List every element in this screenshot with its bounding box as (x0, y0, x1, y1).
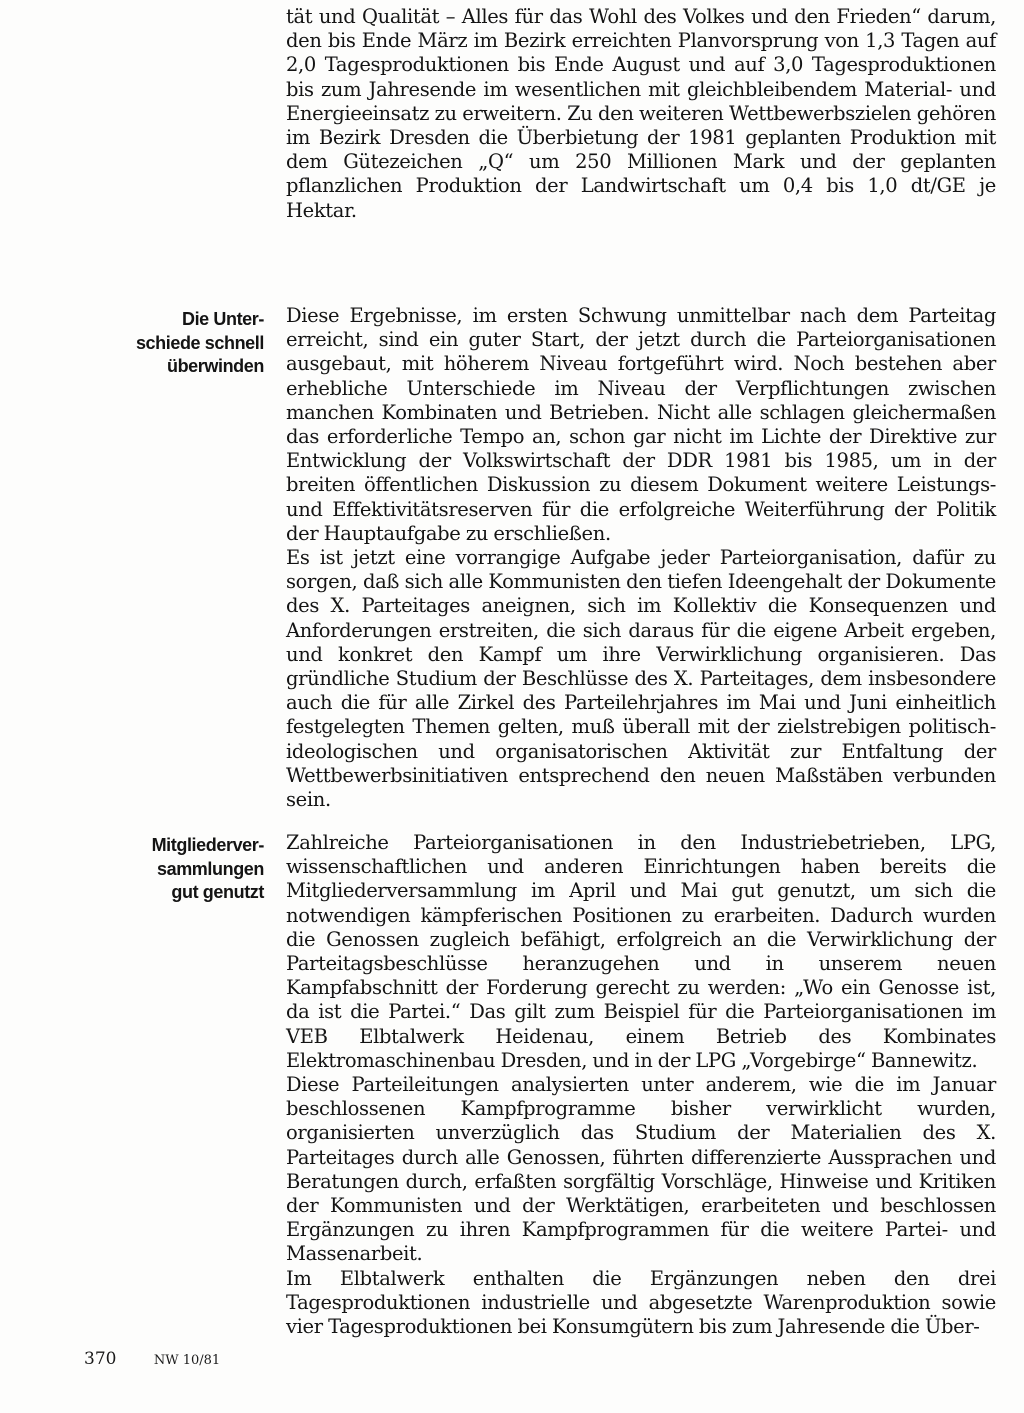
marginal-heading-line: Mitgliederver- (151, 835, 264, 855)
marginal-heading-line: sammlungen (156, 858, 264, 879)
page-footer (84, 1349, 220, 1369)
marginal-heading-line: gut genutzt (171, 882, 264, 903)
section-continuation (286, 5, 996, 223)
paragraph: Zahlreiche Parteiorganisationen in den Industriebetrieben, LPG, wissenschaftlichen und anderen Einrichtungen haben bereits die Mitgliederversammlung im April und Mai gut genutzt, um sich die notwendigen kämpferischen Positionen zu erarbeiten. Dadurch wurden die Genossen zugleich befähigt, erfolgreich an die Verwirklichung der Parteitagsbeschlüsse heranzugehen und in unserem neuen Kampfabschnitt der Forderung gerecht zu werden: „Wo ein Genosse ist, da ist die Partei.“ Das gilt zum Beispiel für die Parteiorganisationen im VEB Elbtalwerk Heidenau, einem Betrieb des Kombinates Elektromaschinenbau Dresden, und in der LPG „Vorgebirge“ Bannewitz. (286, 831, 996, 1072)
paragraph: tät und Qualität – Alles für das Wohl des Volkes und den Frieden“ darum, den bis Ende März im Bezirk erreichten Planvorsprung von 1,3 Tagen auf 2,0 Tagesproduktionen bis Ende August und auf 3,0 Tagesproduktionen bis zum Jahresende im wesentlichen mit gleichbleibendem Material- und Energieeinsatz zu erweitern. Zu den weiteren Wettbewerbszielen gehören im Bezirk Dresden die Überbietung der 1981 geplanten Produktion mit dem Gütezeichen „Q“ um 250 Millionen Mark und der geplanten pflanzlichen Produktion der Landwirtschaft um 0,4 bis 1,0 dt/GE je Hektar. (286, 5, 996, 222)
paragraph: Diese Ergebnisse, im ersten Schwung unmittelbar nach dem Parteitag erreicht, sind ein guter Start, der jetzt durch die Parteiorganisationen ausgebaut, mit höherem Niveau fortgeführt wird. Noch bestehen aber erhebliche Unterschiede im Niveau der Verpflichtungen zwischen manchen Kombinaten und Betrieben. Nicht alle schlagen gleichermaßen das erforderliche Tempo an, schon gar nicht im Lichte der Direktive zur Entwicklung der Volkswirtschaft der DDR 1981 bis 1985, um in der breiten öffentlichen Diskussion zu diesem Dokument weitere Leistungs- und Effektivitätsreserven für die erfolgreiche Weiterführung der Politik der Hauptaufgabe zu erschließen. (286, 304, 996, 545)
section-unterschiede (286, 304, 996, 812)
marginal-heading-mitgliederversammlungen (104, 834, 264, 905)
marginal-heading-unterschiede (104, 308, 264, 379)
issue-label: NW 10/81 (153, 1353, 221, 1368)
marginal-heading-line: überwinden (166, 356, 264, 377)
page-number: 370 (84, 1349, 117, 1369)
paragraph: Es ist jetzt eine vorrangige Aufgabe jeder Parteiorganisation, dafür zu sorgen, daß sich alle Kommunisten den tiefen Ideengehalt der Dokumente des X. Parteitages aneignen, sich im Kollektiv die Konsequenzen und Anforderungen erstreiten, die sich daraus für die eigene Arbeit ergeben, und konkret den Kampf um ihre Verwirklichung organisieren. Das gründliche Studium der Beschlüsse des X. Parteitages, dem insbesondere auch die für alle Zirkel des Parteilehrjahres im Mai und Juni einheitlich festgelegten Themen gelten, muß überall mit der zielstrebigen politisch-ideologischen und organisatorischen Aktivität zur Entfaltung der Wettbewerbsinitiativen entsprechend den neuen Maßstäben verbunden sein. (286, 546, 996, 812)
paragraph: Im Elbtalwerk enthalten die Ergänzungen neben den drei Tagesproduktionen industrielle und abgesetzte Warenproduktion sowie vier Tagesproduktionen bei Konsumgütern bis zum Jahresende die Über- (286, 1266, 996, 1339)
marginal-heading-line: Die Unter- (181, 309, 264, 329)
marginal-heading-line: schiede schnell (135, 332, 264, 353)
section-mitgliederversammlungen (286, 831, 996, 1339)
paragraph: Diese Parteileitungen analysierten unter anderem, wie die im Januar beschlossenen Kampfprogramme bisher verwirklicht wurden, organisierten unverzüglich das Studium der Materialien des X. Parteitages durch alle Genossen, führten differenzierte Aussprachen und Beratungen durch, erfaßten sorgfältig Vorschläge, Hinweise und Kritiken der Kommunisten und der Werktätigen, erarbeiteten und beschlossen Ergänzungen zu ihren Kampfprogrammen für die weitere Partei- und Massenarbeit. (286, 1073, 996, 1266)
